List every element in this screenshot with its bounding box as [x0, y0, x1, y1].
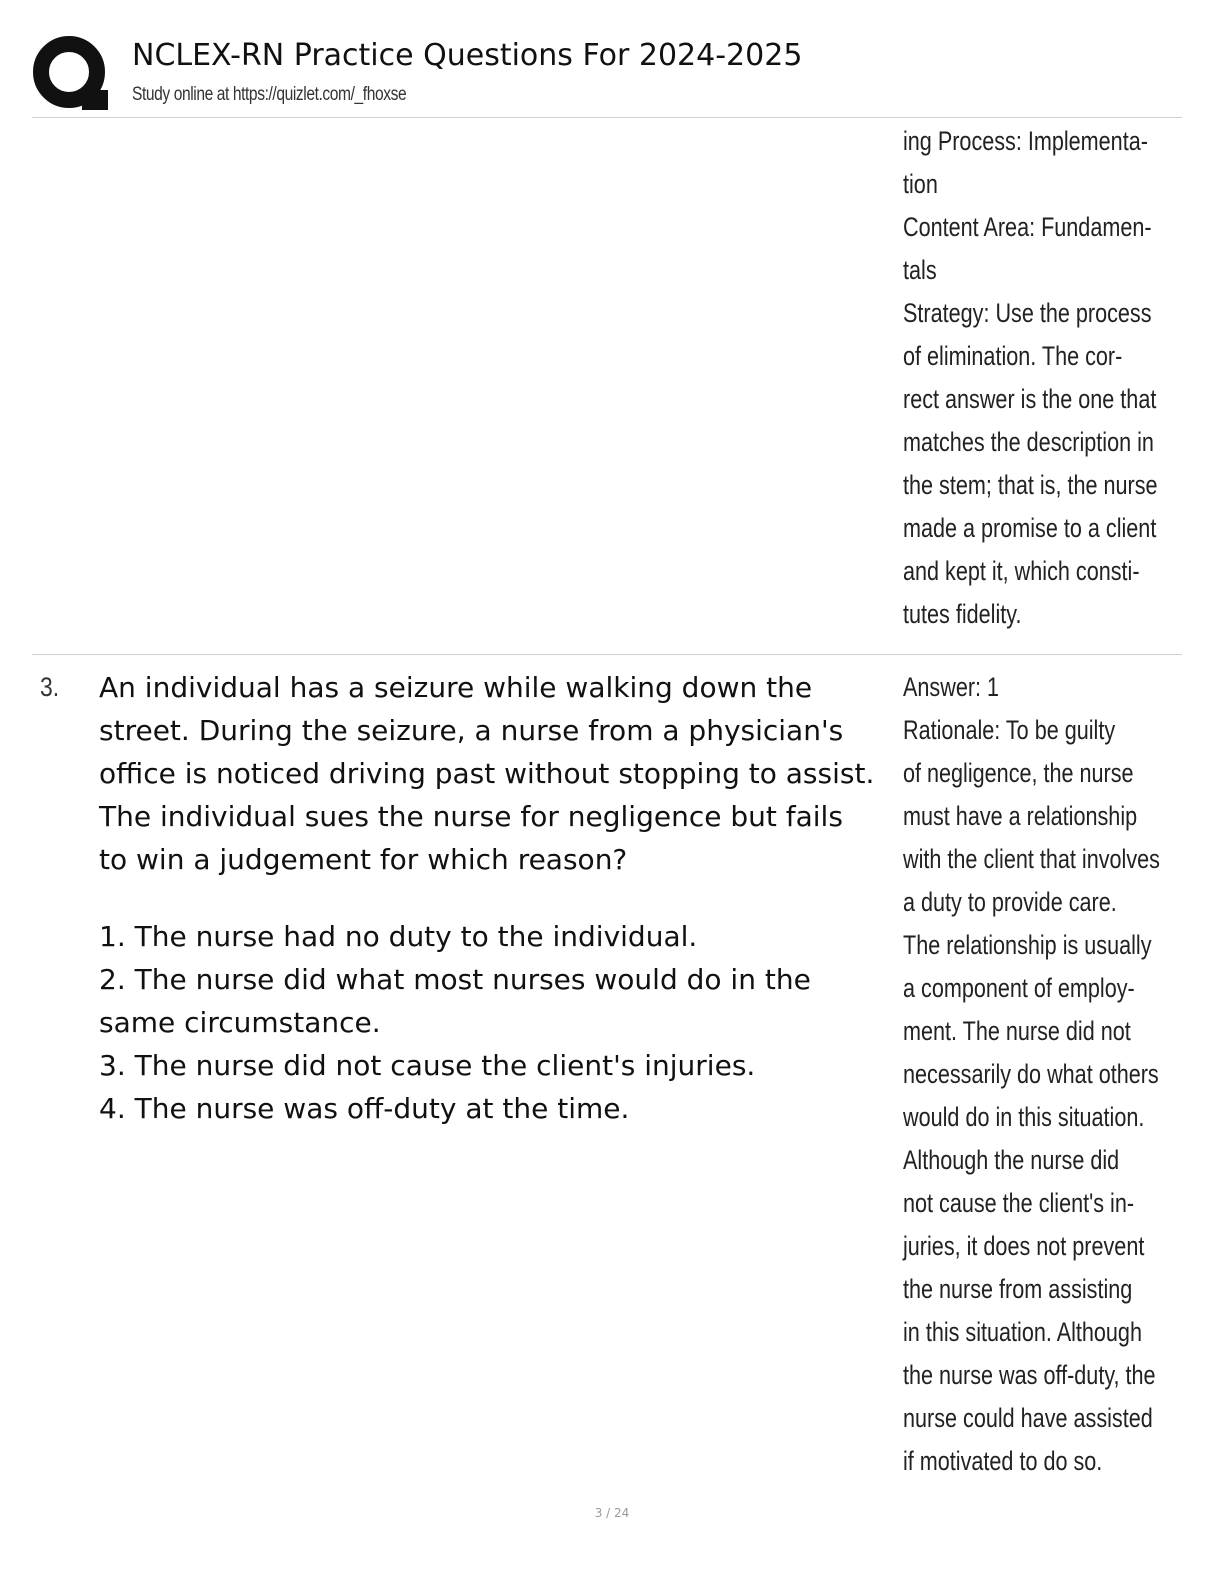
rationale-line: tals	[903, 255, 937, 285]
answer-line: of negligence, the nurse	[903, 758, 1134, 788]
rationale-line: tutes fidelity.	[903, 599, 1022, 629]
quizlet-q-logo-icon	[32, 34, 110, 112]
rationale-line: tion	[903, 169, 938, 199]
answer-line: Rationale: To be guilty	[903, 715, 1116, 745]
study-online-link[interactable]: Study online at https://quizlet.com/_fhoxse	[132, 84, 407, 105]
answer-line: would do in this situation.	[903, 1102, 1145, 1132]
question-text	[99, 666, 899, 1130]
rationale-line: ing Process: Implementa-	[903, 126, 1148, 156]
answer-line: must have a relationship	[903, 801, 1138, 831]
option-line: 1. The nurse had no duty to the individual.	[99, 920, 698, 953]
question-stem-line: An individual has a seizure while walking down the	[99, 671, 813, 704]
rationale-line: rect answer is the one that	[903, 384, 1157, 414]
option-line: 4. The nurse was off-duty at the time.	[99, 1092, 630, 1125]
answer-line: a duty to provide care.	[903, 887, 1117, 917]
page-header	[32, 30, 1182, 118]
option-line: same circumstance.	[99, 1006, 381, 1039]
question-stem-line: The individual sues the nurse for negligence but fails	[99, 800, 843, 833]
card-divider	[32, 654, 1182, 655]
rationale-line: made a promise to a client	[903, 513, 1157, 543]
answer-line: with the client that involves	[903, 844, 1160, 874]
answer-line: nurse could have assisted	[903, 1403, 1153, 1433]
answer-line: ment. The nurse did not	[903, 1016, 1131, 1046]
answer-line: not cause the client's in-	[903, 1188, 1135, 1218]
answer-line: if motivated to do so.	[903, 1446, 1103, 1476]
answer-options	[99, 915, 899, 1130]
question-stem-line: office is noticed driving past without stopping to assist.	[99, 757, 875, 790]
rationale-line: Strategy: Use the process	[903, 298, 1152, 328]
header-divider	[32, 117, 1182, 118]
rationale-line: matches the description in	[903, 427, 1154, 457]
answer-line: the nurse from assisting	[903, 1274, 1133, 1304]
answer-line: the nurse was off-duty, the	[903, 1360, 1156, 1390]
rationale-line: the stem; that is, the nurse	[903, 470, 1158, 500]
page-title: NCLEX-RN Practice Questions For 2024-2025	[132, 38, 803, 73]
rationale-line: Content Area: Fundamen-	[903, 212, 1152, 242]
answer-line: necessarily do what others	[903, 1059, 1159, 1089]
previous-answer-continuation	[903, 120, 1175, 636]
answer-line: Although the nurse did	[903, 1145, 1120, 1175]
rationale-line: of elimination. The cor-	[903, 341, 1123, 371]
question-stem-line: street. During the seizure, a nurse from a physician's	[99, 714, 844, 747]
option-line: 3. The nurse did not cause the client's injuries.	[99, 1049, 756, 1082]
page-number: 3 / 24	[594, 1506, 630, 1520]
answer-line: The relationship is usually	[903, 930, 1152, 960]
answer-rationale	[903, 666, 1175, 1483]
option-line: 2. The nurse did what most nurses would do in the	[99, 963, 811, 996]
rationale-line: and kept it, which consti-	[903, 556, 1140, 586]
answer-line: a component of employ-	[903, 973, 1135, 1003]
question-stem-line: to win a judgement for which reason?	[99, 843, 628, 876]
answer-line: in this situation. Although	[903, 1317, 1142, 1347]
question-number: 3.	[40, 672, 60, 702]
answer-line: juries, it does not prevent	[903, 1231, 1145, 1261]
answer-line: Answer: 1	[903, 672, 1000, 702]
